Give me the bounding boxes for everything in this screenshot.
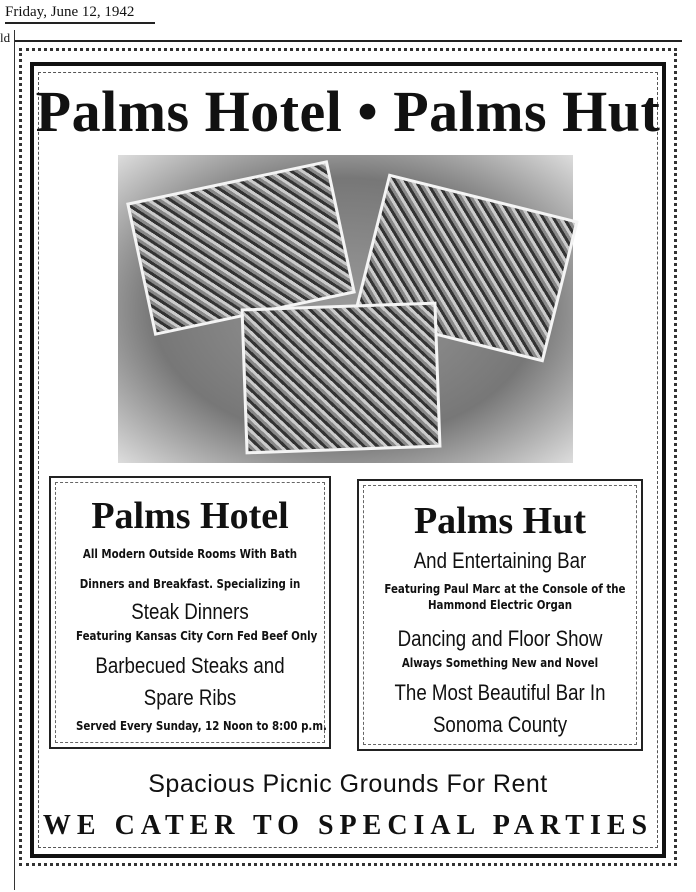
hut-organ-text-1: Featuring Paul Marc at the Console of the (384, 581, 626, 596)
hotel-sunday-hours: Served Every Sunday, 12 Noon to 8:00 p.m. (76, 718, 327, 733)
column-rule (14, 30, 15, 890)
dancing-floor-show-text: Dancing and Floor Show (397, 626, 603, 651)
hut-novel-text: Always Something New and Novel (401, 655, 599, 670)
margin-text-fragment: ld (0, 30, 11, 45)
spare-ribs-text: Spare Ribs (143, 685, 237, 710)
newspaper-date: Friday, June 12, 1942 (5, 4, 155, 24)
hut-organ-text-2: Hammond Electric Organ (427, 597, 573, 612)
steak-dinners-text: Steak Dinners (131, 599, 249, 624)
hotel-beef-text: Featuring Kansas City Corn Fed Beef Only (76, 628, 318, 643)
cater-parties-text: WE CATER TO SPECIAL PARTIES (42, 810, 654, 841)
ad-title: Palms Hotel • Palms Hut (35, 79, 661, 144)
palms-hotel-heading: Palms Hotel (91, 495, 289, 537)
most-beautiful-bar-text: The Most Beautiful Bar In (394, 680, 606, 705)
entertaining-bar-text: And Entertaining Bar (413, 548, 587, 573)
photo-collage (118, 155, 573, 463)
sonoma-county-text: Sonoma County (432, 712, 568, 737)
hotel-dinners-text: Dinners and Breakfast. Specializing in (79, 576, 301, 591)
hotel-rooms-text: All Modern Outside Rooms With Bath (82, 546, 298, 561)
palms-hotel-box (49, 476, 331, 749)
barbecued-steaks-text: Barbecued Steaks and (95, 653, 285, 678)
picnic-grounds-text: Spacious Picnic Grounds For Rent (148, 770, 548, 798)
palms-hut-heading: Palms Hut (413, 500, 587, 542)
photo-hotel-exterior (241, 302, 442, 455)
header-rule (14, 40, 682, 42)
palms-hut-box (357, 479, 643, 751)
